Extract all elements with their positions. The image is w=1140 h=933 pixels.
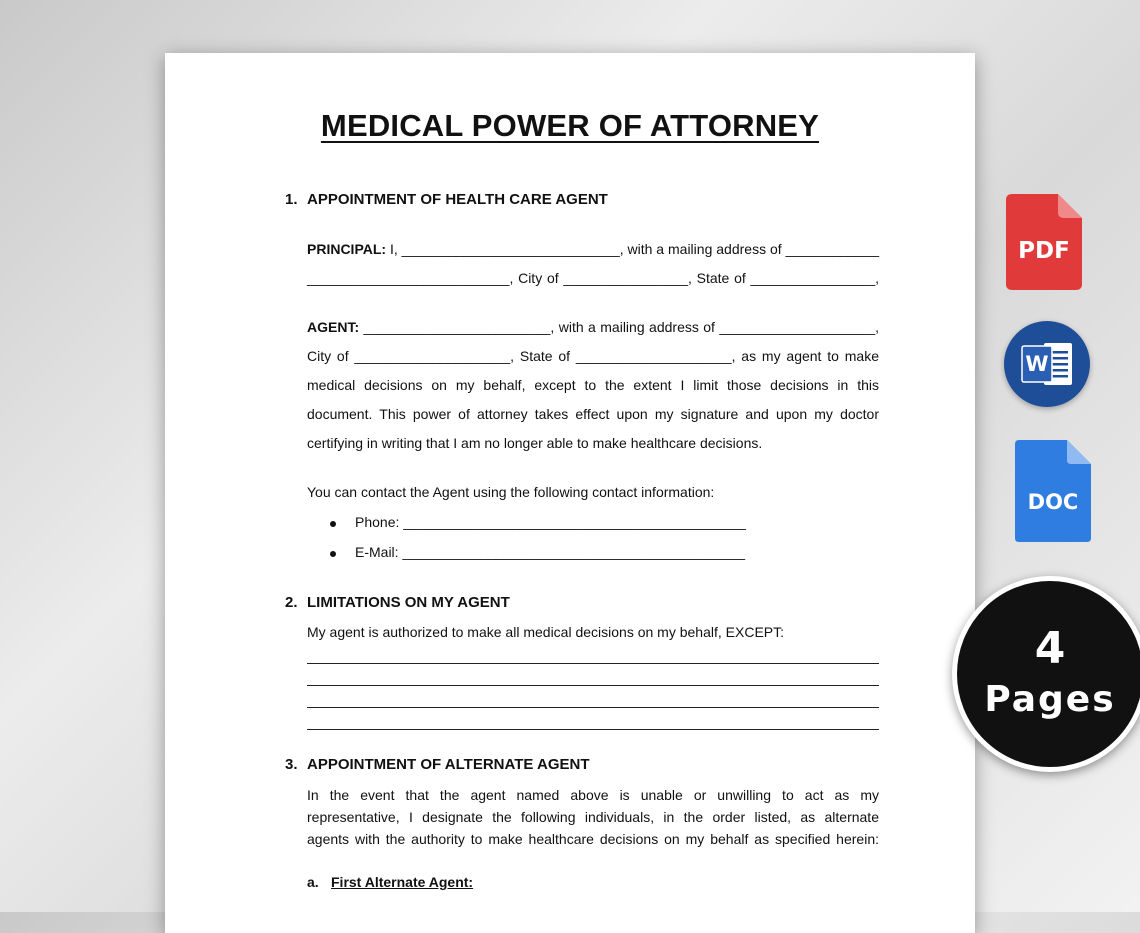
principal-line-1	[307, 241, 879, 257]
section-3-title: APPOINTMENT OF ALTERNATE AGENT	[307, 756, 590, 773]
section-1-heading	[285, 191, 608, 208]
blank-line	[307, 685, 879, 686]
first-alternate-agent	[307, 874, 473, 890]
pdf-file-icon	[1006, 194, 1082, 290]
agent-line-3: medical decisions on my behalf, except to the extent I limit those decisions in this	[307, 377, 879, 393]
blank-line	[307, 663, 879, 664]
section-3-heading	[285, 756, 590, 773]
section-2-heading	[285, 594, 510, 611]
blank-line	[307, 707, 879, 708]
word-file-icon	[1004, 321, 1090, 407]
agent-line-5: certifying in writing that I am no longer able to make healthcare decisions.	[307, 435, 763, 451]
agent-line-1	[307, 319, 879, 335]
sub-a-label: First Alternate Agent:	[331, 874, 474, 890]
document-title: MEDICAL POWER OF ATTORNEY	[320, 108, 820, 143]
bullet-dot	[330, 521, 336, 527]
section-2-title: LIMITATIONS ON MY AGENT	[307, 594, 510, 611]
contact-email: E-Mail: ____________________________________________	[355, 544, 746, 560]
contact-phone: Phone: ____________________________________________	[355, 514, 746, 530]
pages-label: Pages	[984, 679, 1116, 720]
alternate-line-2: representative, I designate the following individuals, in the order listed, as alternate	[307, 809, 879, 825]
contact-intro: You can contact the Agent using the following contact information:	[307, 484, 715, 500]
bullet-dot	[330, 551, 336, 557]
alternate-line-1: In the event that the agent named above is unable or unwilling to act as my	[307, 787, 879, 803]
agent-line-2: City of ____________________, State of ____________________, as my agent to make	[307, 348, 879, 364]
doc-label: DOC	[1027, 490, 1079, 514]
agent-label: AGENT:	[307, 319, 360, 335]
principal-text-1: I, ____________________________, with a mailing address of ____________	[386, 241, 879, 257]
section-1-number: 1.	[285, 191, 298, 208]
word-letter: W	[1025, 352, 1049, 376]
sub-a-letter: a.	[307, 874, 319, 890]
section-3-number: 3.	[285, 756, 298, 773]
pdf-label: PDF	[1018, 238, 1070, 264]
section-2-number: 2.	[285, 594, 298, 611]
blank-line	[307, 729, 879, 730]
pages-count: 4	[1034, 623, 1066, 674]
agent-text-1: ________________________, with a mailing address of ____________________,	[359, 319, 879, 335]
agent-line-4: document. This power of attorney takes effect upon my signature and upon my doctor	[307, 406, 879, 422]
section-1-title: APPOINTMENT OF HEALTH CARE AGENT	[307, 191, 608, 208]
limitations-text: My agent is authorized to make all medical decisions on my behalf, EXCEPT:	[307, 624, 785, 640]
pages-count-badge	[952, 576, 1140, 772]
doc-file-icon	[1015, 440, 1091, 542]
alternate-line-3: agents with the authority to make healthcare decisions on my behalf as specified herein:	[307, 831, 879, 847]
principal-label: PRINCIPAL:	[307, 241, 387, 257]
document-page	[165, 53, 975, 933]
principal-line-2: __________________________, City of ________________, State of ________________,	[307, 270, 879, 286]
